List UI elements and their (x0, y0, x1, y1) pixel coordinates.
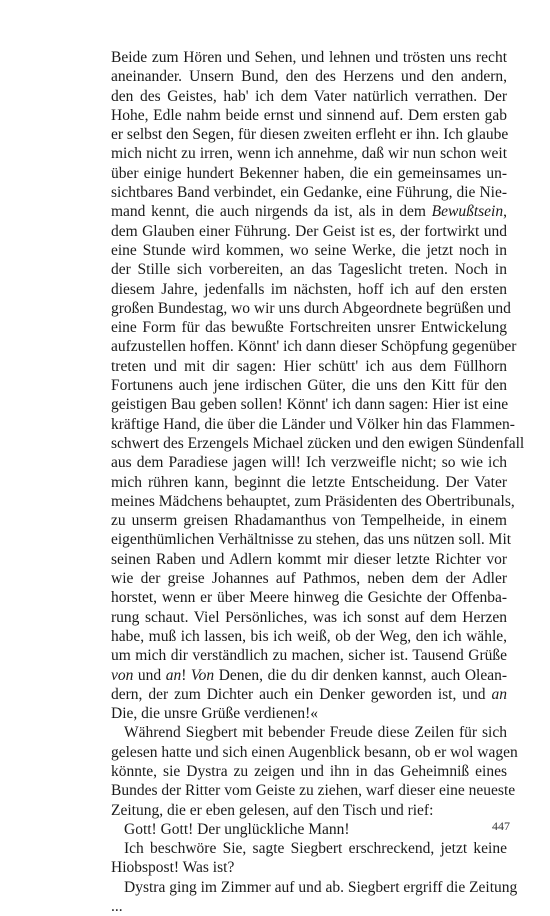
text-span: sichtbares Band verbindet, ein Gedanke, eine Führung, die Nie- (111, 184, 507, 202)
text-line (111, 685, 507, 704)
page-number: 447 (492, 819, 510, 833)
text-line (111, 222, 507, 241)
text-span: über einige hundert Bekenner haben, die ein gemeinsames un- (111, 164, 507, 182)
text-line (111, 67, 507, 86)
text-line (111, 106, 507, 125)
text-span: mich nicht zu irren, wenn ich annehme, daß wir nun schon weit (111, 145, 507, 163)
text-span: Gott! Gott! Der unglückliche Mann! (124, 820, 350, 838)
text-span: rung schaut. Viel Persönliches, was ich sonst auf dem Herzen (111, 608, 507, 626)
text-line (111, 260, 507, 279)
text-line (111, 530, 512, 549)
text-line (111, 87, 507, 106)
text-span: Bundes der Ritter vom Geiste zu ziehen, warf dieser eine neueste (111, 782, 516, 800)
text-span: diesem Jahre, jedenfalls im nächsten, hoff ich auf den ersten (111, 280, 507, 298)
text-span: Ich beschwöre Sie, sagte Siegbert erschreckend, jetzt keine (124, 840, 507, 858)
text-span: , (503, 203, 507, 221)
text-span: geistigen Bau geben sollen! Könnt' ich dann sagen: Hier ist eine (111, 396, 509, 414)
text-span: Dystra ging im Zimmer auf und ab. Siegbert ergriff die Zeitung (124, 878, 518, 896)
text-span: dern, der zum Dichter auch ein Denker geworden ist, und (111, 685, 492, 703)
text-line (111, 511, 507, 530)
text-span: eine Form für das bewußte Fortschreiten unsrer Entwickelung (111, 319, 507, 337)
text-line (111, 280, 507, 299)
text-span: eigenthümlichen Verhältnisse zu stehen, das uns nützen soll. Mit (111, 531, 512, 549)
text-line (111, 453, 507, 472)
text-line (111, 376, 507, 395)
text-line (111, 858, 507, 877)
text-span: Denen, die du dir denken kannst, auch Olean- (214, 666, 507, 684)
text-span: den des Geistes, hab' ich dem Vater natürlich verrathen. Der (111, 87, 507, 105)
text-line (111, 762, 507, 781)
text-line (111, 781, 516, 800)
text-span: aneinander. Unsern Bund, den des Herzens und den andern, (111, 68, 507, 86)
text-line (111, 241, 507, 260)
text-span: könnte, sie Dystra zu zeigen und ihn in das Geheimniß eines (111, 762, 507, 780)
text-span: meines Mädchens behauptet, zum Präsidenten des Obertribunals, (111, 492, 515, 510)
text-span: eine Stunde wird kommen, wo seine Werke, die jetzt noch in (111, 241, 507, 259)
text-line (111, 395, 507, 414)
text-span: ... (111, 898, 123, 916)
text-line (111, 299, 511, 318)
text-span: habe, muß ich lassen, bis ich weiß, ob der Weg, den ich wähle, (111, 627, 507, 645)
text-line (111, 666, 507, 685)
text-line (111, 646, 507, 665)
text-span: der Stille sich vorbereiten, an das Tageslicht treten. Noch in (111, 261, 507, 279)
text-span: horstet, wenn er über Meere hinweg die Gesichte der Offenba- (111, 589, 507, 607)
text-span: und (133, 666, 166, 684)
text-span: Während Siegbert mit bebender Freude diese Zeilen für sich (124, 724, 507, 742)
text-span: aus dem Paradiese jagen will! Ich verzweifle nicht; so wie ich (111, 454, 507, 472)
text-span: treten und mit dir sagen: Hier schütt' ich aus dem Füllhorn (111, 357, 507, 375)
text-span: mand kennt, die auch nirgends da ist, als in dem (111, 203, 432, 221)
text-span: wie der greise Johannes auf Pathmos, neben dem der Adler (111, 570, 507, 588)
text-span: Hiobspost! Was ist? (111, 859, 235, 877)
text-line (111, 839, 507, 858)
text-line (111, 318, 507, 337)
text-line (111, 878, 518, 897)
text-span: aufzustellen hoffen. Könnt' ich dann dieser Schöpfung gegenüber (111, 338, 517, 356)
text-span: Fortunens auch jene irdischen Güter, die uns den Kitt für den (111, 377, 507, 395)
text-span: schwert des Erzengels Michael zücken und den ewigen Sündenfall (111, 434, 525, 452)
text-span: gelesen hatte und sich einen Augenblick besann, ob er wol wagen (111, 743, 518, 761)
text-line (111, 183, 507, 202)
text-span: Hohe, Edle nahm beide ernst und sinnend auf. Dem ersten gab (111, 106, 507, 124)
italic-span: Von (190, 666, 215, 684)
text-line (111, 550, 507, 569)
text-span: Zeitung, die er eben gelesen, auf den Tisch und rief: (111, 801, 434, 819)
text-line (111, 337, 517, 356)
text-span: Beide zum Hören und Sehen, und lehnen und trösten uns recht (111, 49, 507, 66)
text-span: mich rühren kann, beginnt die letzte Entscheidung. Der Vater (111, 473, 507, 491)
text-line (111, 144, 507, 163)
text-line (111, 164, 507, 183)
text-line (111, 897, 507, 916)
document-page (111, 48, 525, 916)
text-line (111, 588, 507, 607)
italic-span: an (165, 666, 182, 684)
text-line (111, 202, 507, 221)
text-span: um mich dir verständlich zu machen, sicher ist. Tausend Grüße (111, 647, 507, 665)
text-span: seinen Raben und Adlern kommt mir dieser letzte Richter vor (111, 550, 507, 568)
text-line (111, 569, 507, 588)
text-span: großen Bundestag, wo wir uns durch Abgeordnete begrüßen und (111, 299, 511, 317)
text-line (111, 125, 507, 144)
text-line (111, 801, 507, 820)
text-span: kräftige Hand, die über die Länder und Völker hin das Flammen- (111, 415, 515, 433)
italic-span: von (111, 666, 134, 684)
text-line (111, 434, 525, 453)
text-line (111, 415, 515, 434)
text-line (111, 357, 507, 376)
italic-span: Bewußtsein (431, 203, 504, 221)
text-line (111, 492, 515, 511)
text-line (111, 723, 507, 742)
text-span: er selbst den Segen, für diesen zweiten erfleht er ihn. Ich glaube (111, 126, 509, 144)
text-line (111, 743, 518, 762)
text-span: zu unserm greisen Rhadamanthus von Tempelheide, in einem (111, 512, 507, 530)
text-line (111, 704, 507, 723)
italic-span: an (491, 685, 507, 703)
text-line (111, 473, 507, 492)
text-line (111, 820, 507, 839)
text-span: dem Glauben einer Führung. Der Geist ist es, der fortwirkt und (111, 222, 507, 240)
text-line (111, 627, 507, 646)
text-span: Die, die unsre Grüße verdienen!« (111, 705, 319, 723)
text-span: ! (181, 666, 191, 684)
text-line (111, 608, 507, 627)
text-line (111, 48, 507, 67)
